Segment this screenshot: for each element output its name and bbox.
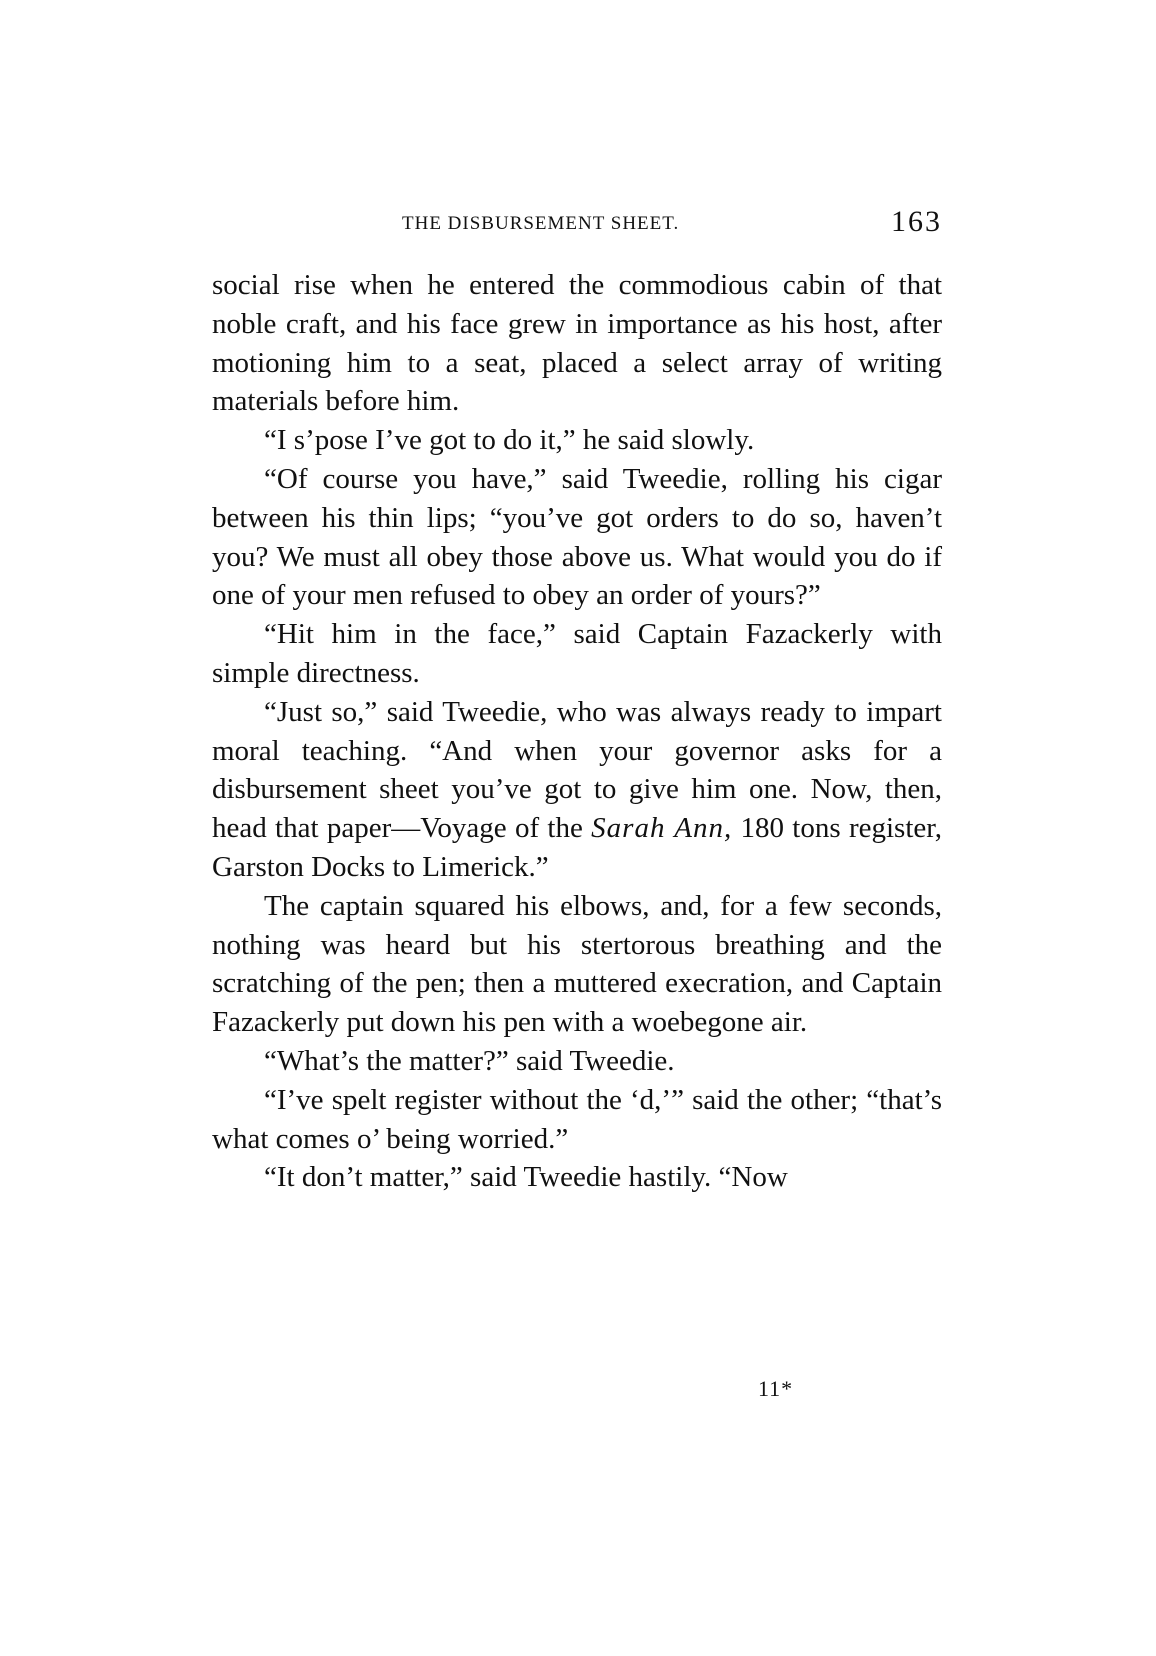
paragraph-text: 180 tons register, Garston Docks to Limerick.”: [212, 812, 942, 883]
running-head: [212, 205, 942, 245]
paragraph: “I s’pose I’ve got to do it,” he said slowly.: [264, 424, 755, 457]
paragraph: “I’ve spelt register without the ‘d,’” said the other; “that’s what comes o’ being worried.”: [212, 1083, 942, 1155]
paragraph-text: “Just so,” said Tweedie, who was always ready to impart moral teaching. “And when your governor asks for a disbursement sheet you’ve got to give him one. Now, then, head that paper—Voyage of the: [212, 695, 942, 845]
paragraph: [212, 693, 942, 887]
paragraph: “Of course you have,” said Tweedie, rolling his cigar between his thin lips; “you’ve got orders to do so, haven’t you? We must all obey those above us. What would you do if one of your men refused to obey an order of yours?”: [212, 462, 942, 612]
paragraph: social rise when he entered the commodious cabin of that noble craft, and his face grew in importance as his host, after motioning him to a seat, placed a select array of writing materials before him.: [212, 269, 942, 418]
signature-mark: 11*: [758, 1376, 794, 1401]
page-number: 163: [891, 205, 942, 238]
paragraph: “Hit him in the face,” said Captain Fazackerly with simple directness.: [212, 618, 942, 689]
ship-name: Sarah Ann,: [591, 812, 733, 845]
paragraph: “It don’t matter,” said Tweedie hastily. “Now: [264, 1161, 788, 1194]
body-text: [212, 266, 942, 1197]
running-title: THE DISBURSEMENT SHEET.: [402, 213, 680, 234]
paragraph: “What’s the matter?” said Tweedie.: [264, 1044, 675, 1077]
paragraph: The captain squared his elbows, and, for a few seconds, nothing was heard but his stertorous breathing and the scratching of the pen; then a muttered execration, and Captain Fazackerly put down his pen with a woebegone air.: [212, 889, 942, 1039]
